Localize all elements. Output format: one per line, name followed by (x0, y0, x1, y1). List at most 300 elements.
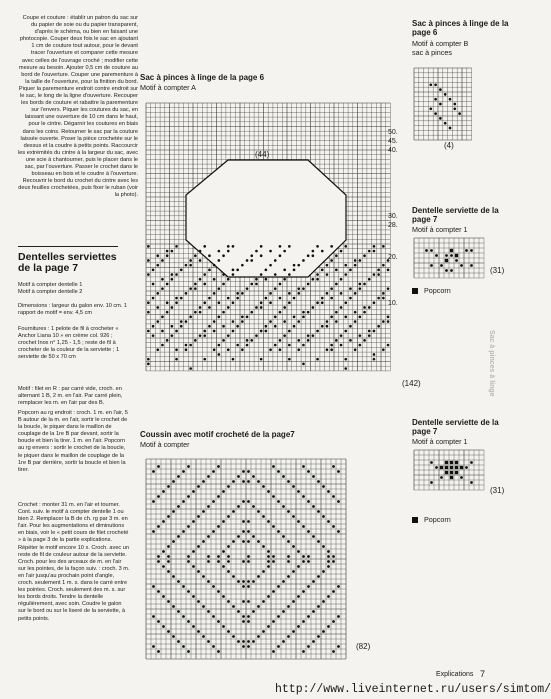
bag-stitch (340, 292, 343, 295)
cushion-stitch (267, 550, 270, 553)
bag-stitch (147, 259, 150, 262)
popcorn-legend-swatch-2 (412, 517, 418, 523)
bag-stitch (312, 250, 315, 253)
bag-stitch (377, 325, 380, 328)
cushion-stitch (272, 650, 275, 653)
bag-stitch (307, 254, 310, 257)
bag-stitch (218, 250, 221, 253)
s1-stitch (470, 249, 473, 252)
s1-popcorn-stitch (450, 249, 453, 252)
bag-stitch (359, 316, 362, 319)
bag-stitch (194, 339, 197, 342)
cushion-stitch (162, 565, 165, 568)
bag-stitch (335, 269, 338, 272)
cushion-stitch (207, 505, 210, 508)
bag-stitch (218, 259, 221, 262)
cushion-stitch (257, 575, 260, 578)
motif-b-title: Sac à pinces à linge de la page 6 (412, 19, 509, 37)
bag-stitch (312, 278, 315, 281)
cushion-stitch (232, 540, 235, 543)
motif-b-stitch (429, 107, 432, 110)
cushion-stitch (182, 500, 185, 503)
bag-stitch (307, 339, 310, 342)
cushion-stitch (227, 600, 230, 603)
cushion-stitch (282, 505, 285, 508)
cushion-stitch (157, 620, 160, 623)
cushion-stitch (232, 575, 235, 578)
cushion-stitch (187, 555, 190, 558)
cushion-stitch (157, 525, 160, 528)
cushion-stitch (252, 580, 255, 583)
bag-stitch (147, 311, 150, 314)
bag-stitch (349, 325, 352, 328)
cushion-stitch (257, 510, 260, 513)
bag-stitch (312, 334, 315, 337)
cushion-stitch (197, 570, 200, 573)
cushion-stitch (297, 565, 300, 568)
cushion-stitch (332, 495, 335, 498)
bag-stitch (363, 311, 366, 314)
bag-stitch (274, 273, 277, 276)
cushion-stitch (232, 605, 235, 608)
bag-stitch (368, 278, 371, 281)
cushion-stitch (212, 615, 215, 618)
cushion-stitch (222, 565, 225, 568)
bag-stitch (185, 348, 188, 351)
cushion-stitch (317, 540, 320, 543)
bag-stitch (241, 348, 244, 351)
cushion-stitch (167, 570, 170, 573)
bag-stitch (208, 254, 211, 257)
bag-stitch (161, 316, 164, 319)
bag-stitch (175, 245, 178, 248)
cushion-stitch (247, 615, 250, 618)
cushion-stitch (192, 595, 195, 598)
cushion-stitch (237, 610, 240, 613)
s2-popcorn-stitch (450, 466, 453, 469)
bag-stitch (152, 297, 155, 300)
s2-stitch (465, 466, 468, 469)
cushion-stitch (177, 640, 180, 643)
bag-stitch (307, 283, 310, 286)
bag-stitch (297, 339, 300, 342)
bag-stitch (250, 339, 253, 342)
cushion-stitch (252, 475, 255, 478)
cushion-stitch (172, 540, 175, 543)
bag-stitch (363, 283, 366, 286)
bag-stitch (382, 292, 385, 295)
bag-stitch (316, 273, 319, 276)
bag-stitch (161, 330, 164, 333)
cushion-stitch (312, 640, 315, 643)
bag-stitch (321, 301, 324, 304)
cushion-stitch (242, 520, 245, 523)
serviette2-grid (412, 448, 492, 496)
cushion-stitch (217, 465, 220, 468)
cushion-stitch (182, 530, 185, 533)
bag-stitch (199, 278, 202, 281)
s2-popcorn-stitch (455, 471, 458, 474)
bag-opening-outline (186, 160, 346, 277)
bag-stitch (354, 320, 357, 323)
bag-stitch (255, 306, 258, 309)
bag-stitch (344, 367, 347, 370)
cushion-stitch (207, 475, 210, 478)
bag-stitch (382, 320, 385, 323)
cushion-stitch (332, 555, 335, 558)
s1-stitch (445, 254, 448, 257)
cushion-stitch (332, 650, 335, 653)
cushion-stitch (337, 585, 340, 588)
bag-stitch (326, 292, 329, 295)
cushion-stitch (277, 645, 280, 648)
motif-b-stitch (449, 127, 452, 130)
bag-stitch (208, 306, 211, 309)
bag-stitch (232, 269, 235, 272)
bag-stitch (232, 320, 235, 323)
bag-stitch (340, 334, 343, 337)
cushion-stitch (322, 570, 325, 573)
s2-popcorn-stitch (455, 466, 458, 469)
bag-stitch (340, 250, 343, 253)
s1-stitch (430, 249, 433, 252)
cushion-stitch (272, 495, 275, 498)
bag-stitch (316, 358, 319, 361)
cushion-stitch (247, 470, 250, 473)
serviette1-callout: (31) (490, 266, 505, 275)
cushion-stitch (292, 600, 295, 603)
cushion-stitch (207, 580, 210, 583)
cushion-stitch (167, 485, 170, 488)
cushion-stitch (227, 570, 230, 573)
bag-stitch (265, 269, 268, 272)
bag-stitch (208, 269, 211, 272)
cushion-stitch (192, 565, 195, 568)
cushion-stitch (217, 560, 220, 563)
cushion-stitch (337, 530, 340, 533)
bag-stitch (321, 269, 324, 272)
bag-stitch (297, 320, 300, 323)
cushion-stitch (202, 510, 205, 513)
bag-stitch (232, 301, 235, 304)
motif-b-stitch (439, 117, 442, 120)
bag-stitch (373, 273, 376, 276)
bag-stitch (297, 348, 300, 351)
bag-stitch (269, 250, 272, 253)
s2-popcorn-stitch (460, 466, 463, 469)
cushion-stitch (217, 525, 220, 528)
bag-stitch (156, 348, 159, 351)
motif-b-stitch (434, 98, 437, 101)
bag-stitch (373, 358, 376, 361)
cushion-stitch (217, 620, 220, 623)
bag-stitch (213, 320, 216, 323)
bag-stitch (293, 264, 296, 267)
cushion-stitch (227, 630, 230, 633)
cushion-stitch (202, 605, 205, 608)
cushion-stitch (307, 585, 310, 588)
cushion-stitch (287, 510, 290, 513)
bag-stitch (203, 301, 206, 304)
bag-stitch (274, 287, 277, 290)
cushion-stitch (332, 465, 335, 468)
row-label-50: 50. (388, 129, 398, 136)
cushion-stitch (192, 550, 195, 553)
cushion-stitch (217, 555, 220, 558)
cushion-stitch (157, 650, 160, 653)
bag-stitch (382, 264, 385, 267)
cushion-stitch (327, 520, 330, 523)
bag-stitch (269, 348, 272, 351)
cushion-stitch (247, 520, 250, 523)
cushion-stitch (162, 520, 165, 523)
bag-stitch (236, 292, 239, 295)
bag-stitch (326, 320, 329, 323)
cushion-stitch (302, 560, 305, 563)
cushion-stitch (242, 645, 245, 648)
bag-stitch (297, 292, 300, 295)
cushion-stitch (292, 630, 295, 633)
bag-stitch (368, 330, 371, 333)
bag-stitch (288, 273, 291, 276)
bag-stitch (330, 287, 333, 290)
cushion-stitch (232, 510, 235, 513)
bag-stitch (152, 269, 155, 272)
cushion-stitch (327, 625, 330, 628)
bag-stitch (265, 278, 268, 281)
bag-stitch (185, 344, 188, 347)
bag-stitch (222, 339, 225, 342)
bag-stitch (222, 273, 225, 276)
cushion-chart-subtitle: Motif à compter (140, 440, 190, 449)
bag-stitch (203, 273, 206, 276)
bag-stitch (199, 259, 202, 262)
row-label-45: 45. (388, 138, 398, 145)
bag-stitch (302, 311, 305, 314)
bag-stitch (288, 301, 291, 304)
cushion-stitch (332, 620, 335, 623)
bag-stitch (175, 348, 178, 351)
cushion-stitch (157, 465, 160, 468)
s1-stitch (470, 264, 473, 267)
cushion-stitch (317, 575, 320, 578)
cushion-stitch (212, 585, 215, 588)
cushion-stitch (332, 560, 335, 563)
bag-stitch (171, 334, 174, 337)
serviette1-grid (412, 236, 492, 284)
bag-stitch (260, 306, 263, 309)
s2-stitch (440, 476, 443, 479)
cushion-stitch (212, 500, 215, 503)
cushion-stitch (312, 475, 315, 478)
cushion-stitch (322, 485, 325, 488)
cushion-stitch (327, 550, 330, 553)
s2-stitch (430, 461, 433, 464)
popcorn-legend-2 (412, 516, 451, 525)
cushion-stitch (262, 515, 265, 518)
cushion-stitch (322, 545, 325, 548)
bag-stitch (208, 325, 211, 328)
bag-stitch (175, 358, 178, 361)
cushion-stitch (277, 615, 280, 618)
cushion-stitch (242, 470, 245, 473)
bag-stitch (222, 254, 225, 257)
cushion-stitch (242, 500, 245, 503)
cushion-stitch (282, 610, 285, 613)
bag-stitch (232, 330, 235, 333)
motif-b-stitch (439, 88, 442, 91)
bag-stitch (373, 250, 376, 253)
bag-stitch (354, 292, 357, 295)
cushion-stitch (192, 625, 195, 628)
bag-stitch (373, 330, 376, 333)
bag-stitch (279, 348, 282, 351)
bag-stitch (344, 264, 347, 267)
bag-stitch (156, 292, 159, 295)
bag-stitch (161, 287, 164, 290)
bag-stitch (316, 301, 319, 304)
bag-stitch (185, 320, 188, 323)
popcorn-text: Popcorn au rg endroit : croch. 1 m. en l'air, 5 B autour de la m. en l'air, sortir le crochet de la boucle, le piquer dans le maillon de couplage de la 1re B par devant, sortir la boucle et bien la tirer. 1 m. en l'air. Popcorn au rg envers : sortir le crochet de la boucle, le piquer dans le maillon de couplage de la 1re B par derrière, sortir la boucle et bien la tirer. (18, 410, 128, 473)
cushion-stitch (317, 605, 320, 608)
bag-stitch (335, 320, 338, 323)
bag-stitch (335, 283, 338, 286)
s1-popcorn-stitch (445, 259, 448, 262)
cushion-stitch (182, 645, 185, 648)
bag-stitch (232, 273, 235, 276)
cushion-stitch (272, 525, 275, 528)
cushion-stitch (217, 495, 220, 498)
bag-stitch (269, 292, 272, 295)
bag-stitch (363, 254, 366, 257)
s1-stitch (435, 254, 438, 257)
bag-stitch (288, 292, 291, 295)
cushion-stitch (177, 580, 180, 583)
s2-popcorn-stitch (440, 466, 443, 469)
bag-stitch (156, 306, 159, 309)
cushion-stitch (307, 645, 310, 648)
footer-page-label: Explications (436, 671, 474, 678)
s1-stitch (430, 264, 433, 267)
bag-stitch (321, 297, 324, 300)
bag-stitch (349, 287, 352, 290)
cushion-stitch (312, 535, 315, 538)
bag-stitch (218, 353, 221, 356)
bag-stitch (255, 334, 258, 337)
cushion-stitch (247, 480, 250, 483)
serviette1-title: Dentelle serviette de la page 7 (412, 206, 499, 224)
bag-stitch (307, 334, 310, 337)
bag-stitch (255, 278, 258, 281)
s2-stitch (435, 466, 438, 469)
bag-stitch (227, 306, 230, 309)
cushion-stitch (272, 555, 275, 558)
cushion-stitch (247, 620, 250, 623)
bag-stitch (152, 283, 155, 286)
cushion-stitch (287, 605, 290, 608)
cushion-stitch (267, 625, 270, 628)
bag-stitch (265, 325, 268, 328)
bag-stitch (269, 264, 272, 267)
bag-stitch (203, 245, 206, 248)
bag-stitch (213, 278, 216, 281)
cushion-stitch (292, 570, 295, 573)
cushion-stitch (202, 480, 205, 483)
bag-stitch (330, 297, 333, 300)
bag-stitch (363, 306, 366, 309)
bag-stitch (147, 330, 150, 333)
cushion-stitch (312, 505, 315, 508)
cushion-stitch (237, 505, 240, 508)
cushion-stitch (282, 475, 285, 478)
bag-stitch (330, 259, 333, 262)
cushion-stitch (247, 560, 250, 563)
cushion-stitch (172, 575, 175, 578)
cushion-stitch (207, 555, 210, 558)
cushion-stitch (222, 625, 225, 628)
cushion-stitch (327, 560, 330, 563)
bag-stitch (255, 283, 258, 286)
cushion-stitch (302, 620, 305, 623)
bag-stitch (359, 287, 362, 290)
cushion-stitch (302, 525, 305, 528)
s2-stitch (470, 481, 473, 484)
cushion-stitch (277, 585, 280, 588)
motif-b-stitch (449, 98, 452, 101)
bag-stitch (297, 287, 300, 290)
bag-stitch (335, 254, 338, 257)
bag-stitch (377, 269, 380, 272)
cushion-stitch (267, 565, 270, 568)
cushion-stitch (207, 640, 210, 643)
s2-popcorn-stitch (445, 471, 448, 474)
bag-stitch (222, 283, 225, 286)
motif-b-stitch (458, 112, 461, 115)
bag-stitch (246, 287, 249, 290)
cushion-stitch (262, 485, 265, 488)
s1-stitch (460, 264, 463, 267)
cushion-stitch (307, 470, 310, 473)
cushion-stitch (182, 470, 185, 473)
bag-stitch (213, 264, 216, 267)
bag-stitch (354, 348, 357, 351)
cushion-stitch (207, 560, 210, 563)
cushion-stitch (337, 615, 340, 618)
bag-stitch (293, 269, 296, 272)
cushion-stitch (242, 615, 245, 618)
s1-stitch (465, 249, 468, 252)
s1-stitch (440, 264, 443, 267)
bag-stitch (260, 245, 263, 248)
cushion-stitch (152, 470, 155, 473)
bag-stitch (326, 264, 329, 267)
cushion-stitch (277, 530, 280, 533)
bag-stitch (340, 278, 343, 281)
bag-stitch (359, 334, 362, 337)
motif-b-subtitle: Motif à compter B sac à pinces (412, 39, 469, 57)
bag-stitch (180, 297, 183, 300)
footer-page-number: 7 (480, 669, 486, 679)
bag-stitch (260, 254, 263, 257)
bag-stitch (189, 316, 192, 319)
cushion-stitch (307, 560, 310, 563)
bag-stitch (236, 269, 239, 272)
bag-stitch (203, 358, 206, 361)
cushion-stitch (157, 590, 160, 593)
cushion-stitch (157, 495, 160, 498)
cushion-stitch (317, 635, 320, 638)
cushion-stitch (327, 565, 330, 568)
